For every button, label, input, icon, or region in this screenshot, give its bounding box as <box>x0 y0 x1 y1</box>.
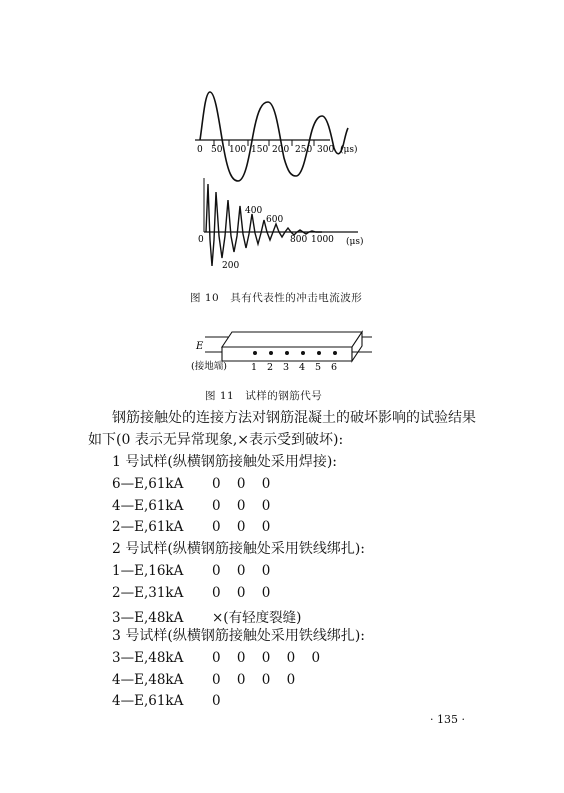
top-tick-100: 100 <box>229 145 247 155</box>
row-code: 3—E,48kA <box>112 610 184 626</box>
figure-10-waveforms <box>0 0 564 300</box>
label-ground: (接地端) <box>191 361 227 372</box>
row-result: 0 0 0 <box>212 476 277 492</box>
figure-10-caption: 图 10 具有代表性的冲击电流波形 <box>190 292 363 304</box>
bar-number-1: 1 <box>251 362 258 373</box>
figure-11-caption: 图 11 试样的钢筋代号 <box>205 390 323 402</box>
table-row <box>112 476 276 492</box>
bar-number-6: 6 <box>331 362 338 373</box>
bottom-wave-curve <box>206 184 322 266</box>
row-result: 0 0 0 <box>212 585 277 601</box>
bottom-waveform <box>198 178 364 271</box>
bar-number-4: 4 <box>299 362 306 373</box>
table-row <box>112 650 326 666</box>
top-tick-150: 150 <box>251 145 269 155</box>
bar-number-3: 3 <box>283 362 290 373</box>
bottom-unit: (μs) <box>346 237 364 247</box>
bar-number-2: 2 <box>267 362 274 373</box>
row-code: 1—E,16kA <box>112 563 184 579</box>
top-tick-200: 200 <box>272 145 290 155</box>
row-result: 0 0 0 0 0 <box>212 650 327 666</box>
top-tick-300: 300 <box>317 145 335 155</box>
label-1000: 1000 <box>311 235 334 245</box>
label-400: 400 <box>245 206 263 216</box>
label-200: 200 <box>222 261 240 271</box>
row-code: 4—E,61kA <box>112 693 184 709</box>
row-result: 0 0 0 <box>212 563 277 579</box>
page-number: · 135 · <box>430 713 465 726</box>
top-unit: (μs) <box>340 145 358 155</box>
top-tick-0: 0 <box>197 145 203 155</box>
row-result: 0 <box>212 693 227 709</box>
row-code: 3—E,48kA <box>112 650 184 666</box>
row-code: 4—E,48kA <box>112 672 184 688</box>
table-row <box>112 693 227 709</box>
intro-line-2: 如下(0 表示无异常现象,×表示受到破坏): <box>88 432 344 448</box>
table-row <box>112 498 276 514</box>
intro-line-1: 钢筋接触处的连接方法对钢筋混凝土的破坏影响的试验结果 <box>112 410 476 426</box>
row-code: 4—E,61kA <box>112 498 184 514</box>
sample-2-heading: 2 号试样(纵横钢筋接触处采用铁线绑扎): <box>112 541 365 557</box>
top-tick-50: 50 <box>211 145 223 155</box>
row-result: 0 0 0 0 <box>212 672 302 688</box>
figure-11-specimen <box>0 315 564 375</box>
sample-3-heading: 3 号试样(纵横钢筋接触处采用铁线绑扎): <box>112 628 365 644</box>
row-code: 2—E,31kA <box>112 585 184 601</box>
table-row <box>112 585 276 601</box>
label-e: E <box>196 341 204 352</box>
top-tick-250: 250 <box>295 145 313 155</box>
row-result: ×(有轻度裂缝) <box>212 610 302 626</box>
top-waveform <box>195 92 358 181</box>
table-row <box>112 519 276 535</box>
table-row <box>112 563 276 579</box>
label-600: 600 <box>266 215 284 225</box>
row-result: 0 0 0 <box>212 519 277 535</box>
bar-number-5: 5 <box>315 362 322 373</box>
label-800: 800 <box>290 235 308 245</box>
sample-1-heading: 1 号试样(纵横钢筋接触处采用焊接): <box>112 454 337 470</box>
row-result: 0 0 0 <box>212 498 277 514</box>
bottom-zero: 0 <box>198 235 204 245</box>
row-code: 2—E,61kA <box>112 519 184 535</box>
table-row <box>112 672 301 688</box>
top-wave-curve <box>200 92 348 181</box>
row-code: 6—E,61kA <box>112 476 184 492</box>
table-row <box>112 606 301 626</box>
